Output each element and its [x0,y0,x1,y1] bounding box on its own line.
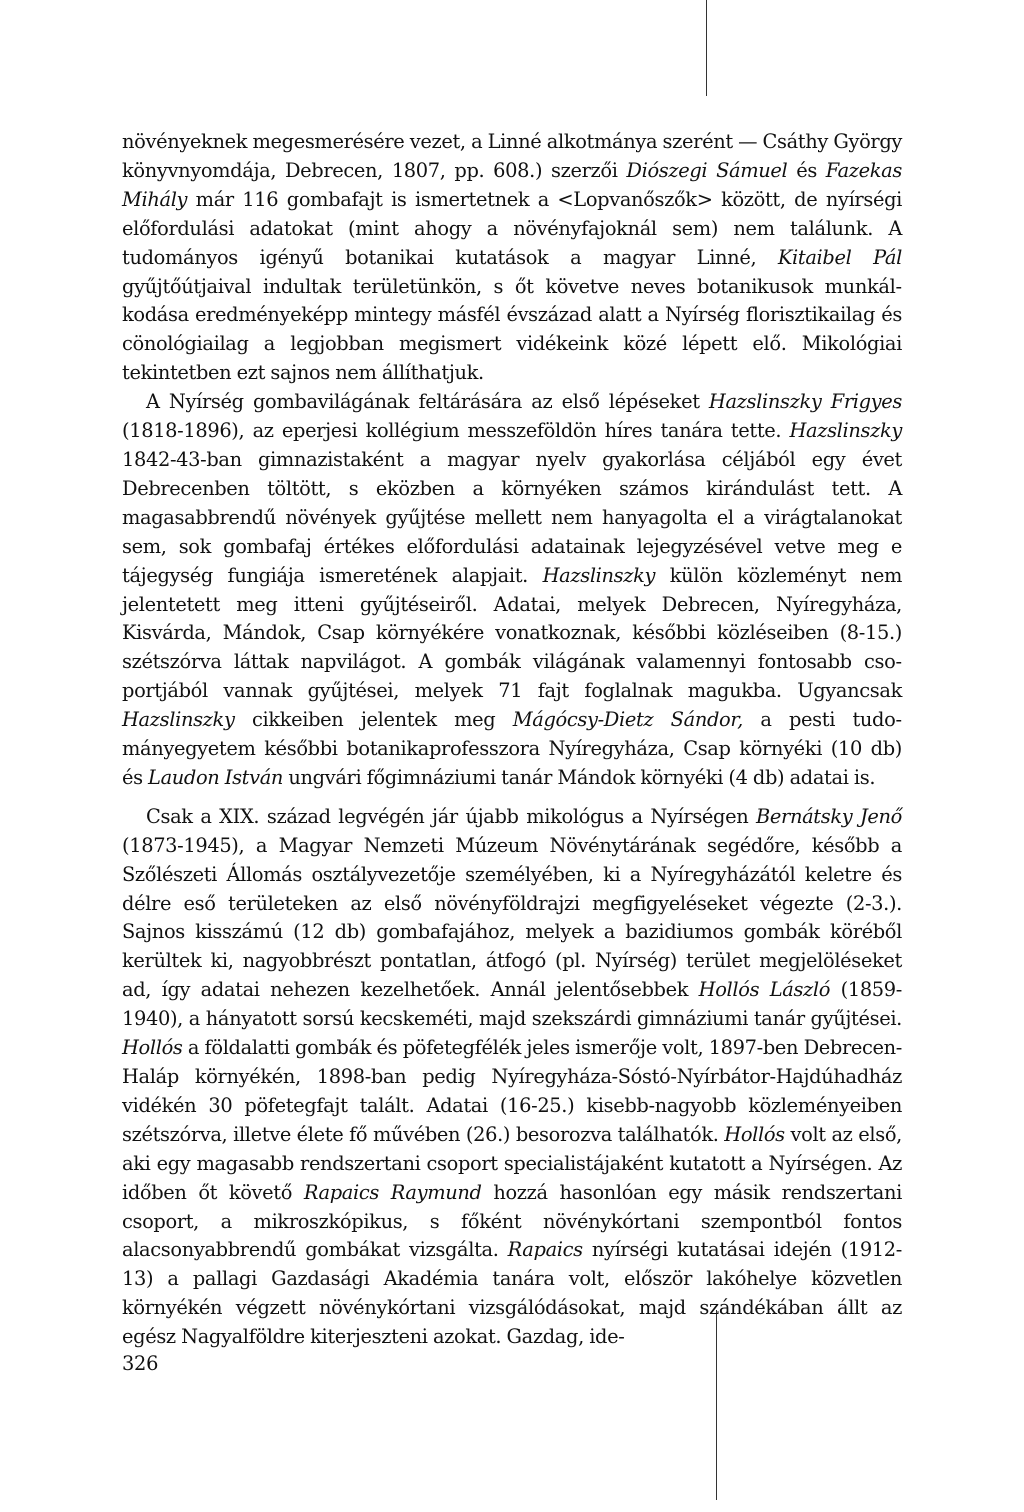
p1-s4: már 116 gombafajt is ismertetnek a <Lopvanőszők> között, de nyírségi előfordulási adatokat (mint ahogy a növényfajoknál sem) nem találunk. A tudományos igényű botanikai kutatások a magyar Linné, [122,187,902,269]
p1-s3: Fazekas Mihály [122,158,902,211]
p3-s8: volt az első, aki egy magasabb rendszertani csoport specialistájaként kutatott a Nyírségen. Az időben őt követő [122,1122,902,1204]
p2-s12: ungvári főgimnáziumi tanár Mándok környéki (4 db) adatai is. [283,765,876,789]
paragraph-2 [122,388,902,793]
p3-s0: Csak a XIX. század legvégén jár újabb mikológus a Nyírségen [146,804,757,828]
p3-s10: hozzá hasonlóan egy másik rendszertani csoport, a mikroszkópikus, s főként növénykórtani szempontból fontos alacsonyabbrendű gombákat vizsgálta. [122,1180,902,1262]
p2-s9: Mágócsy-Dietz Sándor, [512,708,743,732]
p3-s11: Rapaics [507,1238,583,1262]
p2-s7: Hazslinszky [122,708,235,732]
p2-s2: (1818-1896), az eperjesi kollégium messzeföldön híres tanára tette. [122,419,790,443]
page-number: 326 [122,1352,159,1375]
p3-s6: a földalatti gombák és pöfetegfélék jeles ismerője volt, 1897-ben Debrecen-Haláp környékén, 1898-ban pedig Nyíregyháza-Sóstó-Nyírbátor-Hajdúhadház vidékén 30 pöfetegfajt talált. Adatai (16-25.) kisebb-nagyobb közleményeiben szétszórva, illetve élete fő művében (26.) besorozva találhatók. [122,1036,902,1146]
p2-s0: A Nyírség gombavilágának feltárására az első lépéseket [146,390,709,414]
p1-s0: növényeknek megesmerésére vezet, a Linné alkotmánya szerént — Csáthy György könyvnyomdája, Debrecen, 1807, pp. 608.) szerzői [122,130,902,182]
p2-s6: külön közleményt nem jelentetett meg itteni gyűjtéseiről. Adatai, melyek Debrecen, Nyíregyháza, Kisvárda, Mándok, Csap környékére vonatkoznak, későbbi közléseiben (8-15.) szétszórva láttak napvilágot. A gombák világának valamennyi fontosabb csoportjából vannak gyűjtései, melyek 71 fajt foglalnak magukba. Ugyancsak [122,563,902,703]
p1-s6: gyűjtőútjaival indultak területünkön, s őt követve neves botanikusok munkálkodása eredményeképp mintegy másfél évszázad alatt a Nyírség florisztikailag és cönológiailag a legjobban megismert vidékeink közé lépett elő. Mikológiai tekintetben ezt sajnos nem állíthatjuk. [122,274,902,385]
paragraph-1 [122,128,902,388]
p3-s7: Hollós [724,1122,785,1146]
p3-s12: nyírségi kutatásai idején (1912-13) a pallagi Gazdasági Akadémia tanára volt, először lakóhelye közvetlen környékén végzett növénykórtani vizsgálódásokat, majd szándékában állt az egész Nagyalföldre kiterjeszteni azokat. Gazdag, ide- [122,1238,902,1349]
p3-s5: Hollós [122,1036,183,1060]
p1-s1: Diószegi Sámuel [626,158,788,182]
p3-s3: Hollós László [698,978,831,1002]
p3-s1: Bernátsky Jenő [756,804,903,828]
p3-s4: (1859-1940), a hányatott sorsú kecskeméti, majd szekszárdi gimnáziumi tanár gyűjtései. [122,978,902,1031]
top-margin-rule [706,0,707,96]
p2-s11: Laudon István [148,765,284,789]
p2-s10: a pesti tudományegyetem későbbi botanikaprofesszora Nyíregyháza, Csap környéki (10 db) és [122,708,902,789]
p2-s3: Hazslinszky [789,419,902,443]
paragraph-3 [122,803,902,1352]
p1-s2: és [787,158,826,182]
body-text [122,128,902,1352]
p3-s2: (1873-1945), a Magyar Nemzeti Múzeum Növénytárának segédőre, később a Szőlészeti Állomás osztályvezetője személyében, ki a Nyíregyházától keletre és délre eső területeken az első növényföldrajzi megfigyeléseket végezte (2-3.). Sajnos kisszámú (12 db) gombafajához, melyek a bazidiumos gombák köréből kerültek ki, nagyobbrészt pontatlan, átfogó (pl. Nyírség) terület megjelöléseket ad, így adatai nehezen kezelhetőek. Annál jelentősebbek [122,833,902,1002]
p2-s5: Hazslinszky [542,563,656,587]
p2-s1: Hazslinszky Frigyes [708,390,902,414]
p1-s5: Kitaibel Pál [777,245,902,269]
p3-s9: Rapaics Raymund [303,1180,482,1204]
p2-s4: 1842-43-ban gimnazistaként a magyar nyelv gyakorlása céljából egy évet Debrecenben töltött, s eközben a környéken számos kirándulást tett. A magasabbrendű növények gyűjtése mellett nem hanyagolta el a virágtalanokat sem, sok gombafaj értékes előfordulási adatainak lejegyzésével vetve meg e tájegység fungiája ismeretének alapjait. [122,447,902,587]
p2-s8: cikkeiben jelentek meg [234,708,513,732]
